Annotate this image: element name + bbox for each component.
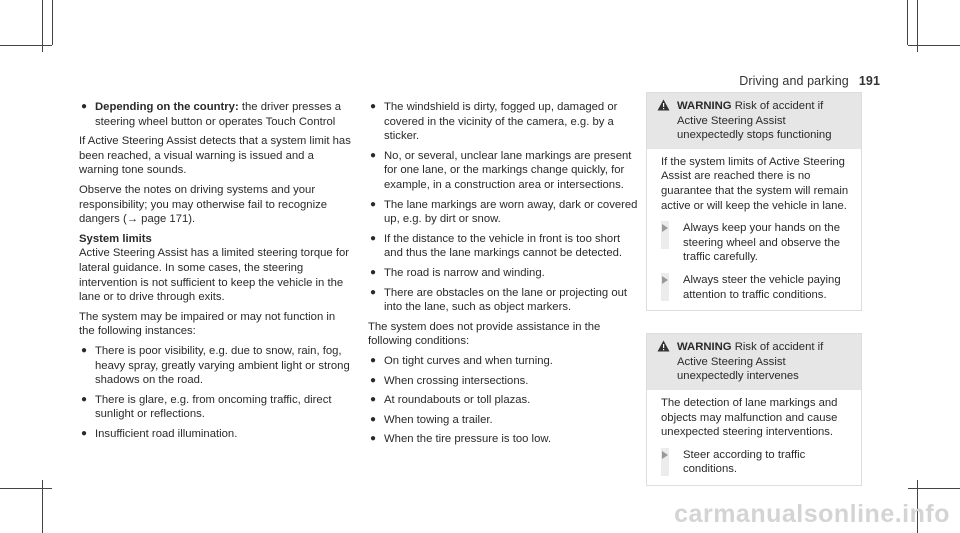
list-item: ● There is glare, e.g. from oncoming traffic, direct sunlight or reflections.	[81, 393, 332, 421]
list-item: ● At roundabouts or toll plazas.	[370, 394, 531, 407]
list-item: ● No, or several, unclear lane markings are present for one lane, or the markings change quickly, for example, in a construction area or intersections.	[370, 149, 632, 191]
bullet-icon: ●	[370, 394, 377, 406]
warning-header	[647, 334, 861, 390]
crop-mark	[908, 488, 960, 489]
list-item: ● There is poor visibility, e.g. due to snow, rain, fog, heavy spray, greatly varying ambient light or strong shadows on the road.	[81, 344, 350, 387]
list-item: ● When the tire pressure is too low.	[370, 433, 552, 446]
bullet-icon: ●	[370, 266, 377, 278]
bullet-list	[368, 354, 640, 447]
section-heading: System limits	[79, 232, 152, 245]
crop-mark	[42, 480, 43, 533]
action-arrow-icon	[661, 221, 669, 249]
action-list	[661, 448, 851, 477]
bullet-icon: ●	[81, 393, 88, 405]
warning-title: Risk of accident if Active Steering Assist unexpectedly intervenes	[677, 341, 824, 383]
warning-triangle-icon	[657, 99, 670, 116]
bullet-icon: ●	[370, 354, 377, 366]
page-header	[739, 74, 880, 88]
action-arrow-icon	[661, 448, 669, 476]
bullet-icon: ●	[81, 427, 88, 439]
bullet-icon: ●	[370, 101, 377, 112]
crop-mark	[52, 0, 53, 45]
bullet-icon: ●	[370, 286, 377, 298]
list-item: ● Depending on the country: the driver presses a steering wheel button or operates Touch Control	[81, 101, 342, 128]
crop-mark	[0, 45, 52, 46]
crop-mark	[907, 0, 908, 45]
crop-mark	[908, 45, 960, 46]
list-item: ● The windshield is dirty, fogged up, damaged or covered in the vicinity of the camera, e.g. by a sticker.	[370, 101, 618, 143]
section-title: Driving and parking	[739, 74, 849, 88]
warning-box	[646, 333, 862, 486]
crop-mark	[917, 0, 918, 52]
paragraph: The detection of lane markings and objects may malfunction and cause unexpected steering interventions.	[661, 396, 838, 439]
bullet-icon: ●	[81, 344, 88, 356]
paragraph: If the system limits of Active Steering Assist are reached there is no guarantee that the system will remain active or will keep the vehicle in lane.	[661, 155, 849, 212]
warning-body	[647, 149, 861, 310]
list-item: ● Insufficient road illumination.	[81, 427, 238, 440]
warning-header	[647, 93, 861, 149]
list-item: ● When crossing intersections.	[370, 374, 529, 387]
watermark: carmanualsonline.info	[674, 500, 950, 528]
action-arrow-icon	[661, 273, 669, 301]
list-item: ● The road is narrow and winding.	[370, 266, 545, 279]
action-item: Always steer the vehicle paying attention to traffic conditions.	[661, 273, 851, 302]
bullet-icon: ●	[370, 232, 377, 244]
paragraph: The system does not provide assistance in the following conditions:	[368, 320, 601, 348]
column-middle	[368, 100, 640, 452]
bullet-icon: ●	[370, 198, 377, 210]
crop-mark	[42, 0, 43, 52]
bullet-icon: ●	[81, 101, 88, 112]
page-number: 191	[858, 74, 880, 88]
list-item: ● If the distance to the vehicle in front is too short and thus the lane markings cannot be detected.	[370, 232, 623, 260]
warning-body	[647, 390, 861, 485]
column-left	[79, 100, 351, 446]
bullet-list	[79, 344, 351, 442]
bullet-icon: ●	[370, 374, 377, 386]
action-item: Steer according to traffic conditions.	[661, 448, 851, 477]
paragraph: Observe the notes on driving systems and your responsibility; you may otherwise fail to recognize dangers (→ page 171).	[79, 183, 328, 226]
action-list	[661, 221, 851, 302]
paragraph: Active Steering Assist has a limited steering torque for lateral guidance. In some cases, the steering intervention is not sufficient to keep the vehicle in the lane or to drive through exits.	[79, 247, 349, 304]
bullet-list	[368, 100, 640, 315]
warning-box	[646, 92, 862, 311]
list-item: ● The lane markings are worn away, dark or covered up, e.g. by dirt or snow.	[370, 198, 638, 226]
column-right	[646, 92, 862, 500]
bullet-icon: ●	[370, 413, 377, 425]
warning-triangle-icon	[657, 340, 670, 357]
list-item: ● There are obstacles on the lane or projecting out into the lane, such as object markers.	[370, 286, 628, 314]
list-item: ● When towing a trailer.	[370, 413, 493, 426]
paragraph: The system may be impaired or may not function in the following instances:	[79, 310, 336, 338]
warning-title: Risk of accident if Active Steering Assist unexpectedly stops functioning	[677, 100, 832, 142]
list-item: ● On tight curves and when turning.	[370, 354, 553, 367]
bullet-icon: ●	[370, 149, 377, 161]
action-item: Always keep your hands on the steering wheel and observe the traffic carefully.	[661, 221, 851, 265]
crop-mark	[0, 488, 52, 489]
warning-label: WARNING	[677, 100, 732, 112]
bullet-icon: ●	[370, 433, 377, 445]
warning-label: WARNING	[677, 341, 732, 354]
paragraph: If Active Steering Assist detects that a system limit has been reached, a visual warning is issued and a warning tone sounds.	[79, 135, 351, 177]
